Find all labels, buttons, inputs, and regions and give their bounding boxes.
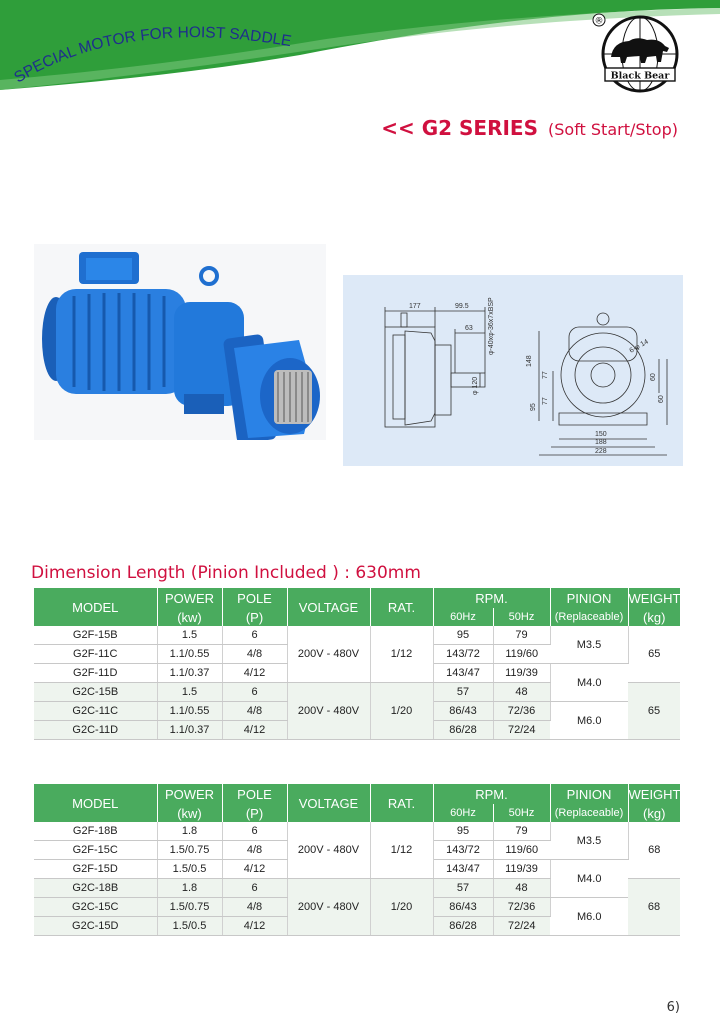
pole-cell: 4/8 bbox=[222, 841, 287, 860]
col-weight-unit: (kg) bbox=[628, 804, 680, 822]
col-pole-unit: (P) bbox=[222, 608, 287, 626]
dimension-heading: Dimension Length (Pinion Included ) : 630mm bbox=[31, 563, 421, 583]
pole-cell: 6 bbox=[222, 822, 287, 841]
pole-cell: 6 bbox=[222, 626, 287, 645]
series-heading bbox=[381, 116, 678, 140]
pole-cell: 4/12 bbox=[222, 721, 287, 740]
svg-text:99.5: 99.5 bbox=[455, 303, 469, 310]
rpm60-cell: 57 bbox=[433, 683, 493, 702]
power-cell: 1.1/0.37 bbox=[157, 721, 222, 740]
model-cell: G2F-11D bbox=[34, 664, 157, 683]
rpm50-cell: 48 bbox=[493, 879, 550, 898]
model-cell: G2C-11D bbox=[34, 721, 157, 740]
rpm60-cell: 86/43 bbox=[433, 898, 493, 917]
col-weight: WEIGHT bbox=[628, 784, 680, 804]
power-cell: 1.5 bbox=[157, 683, 222, 702]
col-pole: POLE bbox=[222, 588, 287, 608]
col-50hz: 50Hz bbox=[493, 608, 550, 626]
pinion-cell: M3.5 bbox=[550, 626, 628, 664]
col-pole-unit: (P) bbox=[222, 804, 287, 822]
svg-text:φ-40xφ-36x7xBSP: φ-40xφ-36x7xBSP bbox=[488, 297, 495, 355]
col-pinion: PINION bbox=[550, 588, 628, 608]
weight-cell: 65 bbox=[628, 626, 680, 683]
power-cell: 1.5/0.5 bbox=[157, 860, 222, 879]
rpm60-cell: 95 bbox=[433, 626, 493, 645]
pinion-cell: M4.0 bbox=[550, 664, 628, 702]
col-model: MODEL bbox=[34, 588, 157, 626]
model-cell: G2F-15B bbox=[34, 626, 157, 645]
svg-text:77: 77 bbox=[542, 371, 549, 379]
header-title bbox=[10, 5, 330, 85]
ratio-cell: 1/12 bbox=[370, 626, 433, 683]
pole-cell: 4/12 bbox=[222, 664, 287, 683]
black-bear-logo bbox=[585, 10, 685, 95]
svg-text:®: ® bbox=[594, 16, 604, 27]
col-power-unit: (kw) bbox=[157, 608, 222, 626]
weight-cell: 68 bbox=[628, 879, 680, 936]
svg-text:177: 177 bbox=[409, 303, 421, 310]
model-cell: G2C-11C bbox=[34, 702, 157, 721]
table-row bbox=[34, 626, 680, 645]
page-number: 6) bbox=[666, 1000, 680, 1015]
svg-text:6-φ 14: 6-φ 14 bbox=[628, 338, 650, 355]
model-cell: G2C-15C bbox=[34, 898, 157, 917]
spec-table-1 bbox=[34, 588, 680, 740]
rpm60-cell: 86/28 bbox=[433, 917, 493, 936]
rpm60-cell: 143/47 bbox=[433, 860, 493, 879]
power-cell: 1.1/0.55 bbox=[157, 702, 222, 721]
pole-cell: 4/12 bbox=[222, 860, 287, 879]
rpm50-cell: 79 bbox=[493, 626, 550, 645]
col-weight-unit: (kg) bbox=[628, 608, 680, 626]
rpm50-cell: 79 bbox=[493, 822, 550, 841]
col-weight: WEIGHT bbox=[628, 588, 680, 608]
col-model: MODEL bbox=[34, 784, 157, 822]
col-power-unit: (kw) bbox=[157, 804, 222, 822]
col-pinion: PINION bbox=[550, 784, 628, 804]
col-60hz: 60Hz bbox=[433, 608, 493, 626]
rpm50-cell: 72/24 bbox=[493, 917, 550, 936]
model-cell: G2C-15B bbox=[34, 683, 157, 702]
rpm60-cell: 95 bbox=[433, 822, 493, 841]
rpm50-cell: 119/60 bbox=[493, 645, 550, 664]
model-cell: G2F-15D bbox=[34, 860, 157, 879]
model-cell: G2C-18B bbox=[34, 879, 157, 898]
power-cell: 1.5 bbox=[157, 626, 222, 645]
series-title: << G2 SERIES bbox=[381, 116, 538, 140]
rpm50-cell: 119/60 bbox=[493, 841, 550, 860]
model-cell: G2C-15D bbox=[34, 917, 157, 936]
col-rat: RAT. bbox=[370, 784, 433, 822]
ratio-cell: 1/20 bbox=[370, 683, 433, 740]
pinion-cell: M6.0 bbox=[550, 702, 628, 740]
power-cell: 1.8 bbox=[157, 822, 222, 841]
svg-text:150: 150 bbox=[595, 431, 607, 438]
voltage-cell: 200V - 480V bbox=[287, 626, 370, 683]
col-voltage: VOLTAGE bbox=[287, 784, 370, 822]
rpm50-cell: 119/39 bbox=[493, 664, 550, 683]
power-cell: 1.8 bbox=[157, 879, 222, 898]
voltage-cell: 200V - 480V bbox=[287, 822, 370, 879]
col-pole: POLE bbox=[222, 784, 287, 804]
col-power: POWER bbox=[157, 784, 222, 804]
col-60hz: 60Hz bbox=[433, 804, 493, 822]
col-50hz: 50Hz bbox=[493, 804, 550, 822]
svg-text:Black Bear: Black Bear bbox=[610, 70, 670, 82]
col-pinion-note: (Replaceable) bbox=[550, 608, 628, 626]
voltage-cell: 200V - 480V bbox=[287, 879, 370, 936]
svg-text:63: 63 bbox=[465, 325, 473, 332]
svg-text:228: 228 bbox=[595, 448, 607, 455]
voltage-cell: 200V - 480V bbox=[287, 683, 370, 740]
power-cell: 1.1/0.55 bbox=[157, 645, 222, 664]
power-cell: 1.1/0.37 bbox=[157, 664, 222, 683]
col-rpm: RPM. bbox=[433, 588, 550, 608]
weight-cell: 68 bbox=[628, 822, 680, 879]
pinion-cell: M4.0 bbox=[550, 860, 628, 898]
pole-cell: 4/8 bbox=[222, 898, 287, 917]
pole-cell: 6 bbox=[222, 879, 287, 898]
rpm60-cell: 57 bbox=[433, 879, 493, 898]
series-subtitle: (Soft Start/Stop) bbox=[548, 120, 678, 139]
ratio-cell: 1/12 bbox=[370, 822, 433, 879]
rpm50-cell: 72/36 bbox=[493, 702, 550, 721]
svg-text:77: 77 bbox=[542, 397, 549, 405]
power-cell: 1.5/0.5 bbox=[157, 917, 222, 936]
svg-text:60: 60 bbox=[650, 373, 657, 381]
rpm50-cell: 48 bbox=[493, 683, 550, 702]
weight-cell: 65 bbox=[628, 683, 680, 740]
pole-cell: 4/8 bbox=[222, 702, 287, 721]
pinion-cell: M3.5 bbox=[550, 822, 628, 860]
rpm50-cell: 72/36 bbox=[493, 898, 550, 917]
motor-photo bbox=[34, 244, 326, 440]
power-cell: 1.5/0.75 bbox=[157, 898, 222, 917]
rpm60-cell: 86/28 bbox=[433, 721, 493, 740]
svg-text:SPECIAL MOTOR FOR HOIST SADDLE: SPECIAL MOTOR FOR HOIST SADDLE bbox=[11, 24, 293, 85]
model-cell: G2F-15C bbox=[34, 841, 157, 860]
col-pinion-note: (Replaceable) bbox=[550, 804, 628, 822]
rpm60-cell: 143/47 bbox=[433, 664, 493, 683]
table-row bbox=[34, 822, 680, 841]
ratio-cell: 1/20 bbox=[370, 879, 433, 936]
power-cell: 1.5/0.75 bbox=[157, 841, 222, 860]
svg-text:60: 60 bbox=[658, 395, 665, 403]
spec-table-2 bbox=[34, 784, 680, 936]
col-power: POWER bbox=[157, 588, 222, 608]
col-voltage: VOLTAGE bbox=[287, 588, 370, 626]
svg-text:148: 148 bbox=[526, 355, 533, 367]
model-cell: G2F-11C bbox=[34, 645, 157, 664]
pinion-cell: M6.0 bbox=[550, 898, 628, 936]
svg-text:95: 95 bbox=[530, 403, 537, 411]
rpm60-cell: 143/72 bbox=[433, 645, 493, 664]
col-rpm: RPM. bbox=[433, 784, 550, 804]
rpm60-cell: 143/72 bbox=[433, 841, 493, 860]
rpm50-cell: 72/24 bbox=[493, 721, 550, 740]
svg-text:188: 188 bbox=[595, 439, 607, 446]
dimension-drawing bbox=[343, 275, 683, 466]
rpm50-cell: 119/39 bbox=[493, 860, 550, 879]
pole-cell: 4/8 bbox=[222, 645, 287, 664]
pole-cell: 4/12 bbox=[222, 917, 287, 936]
model-cell: G2F-18B bbox=[34, 822, 157, 841]
rpm60-cell: 86/43 bbox=[433, 702, 493, 721]
col-rat: RAT. bbox=[370, 588, 433, 626]
pole-cell: 6 bbox=[222, 683, 287, 702]
svg-text:φ 120: φ 120 bbox=[472, 376, 479, 395]
